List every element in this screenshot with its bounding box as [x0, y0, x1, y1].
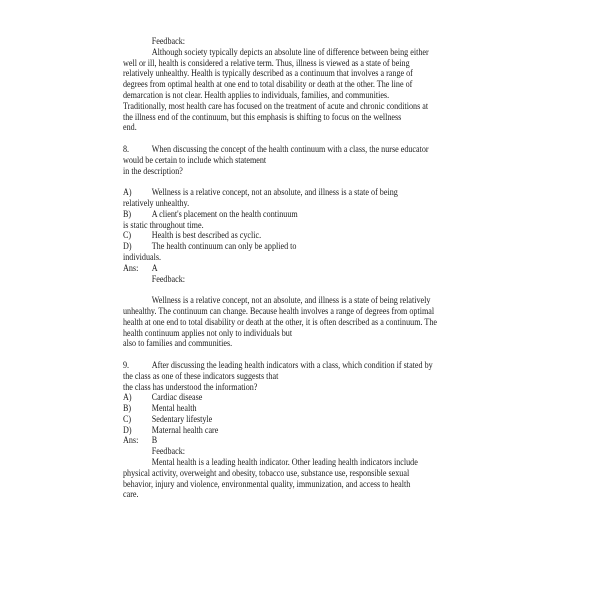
line-indent [123, 48, 152, 59]
document-line [123, 426, 496, 437]
line-text: relatively unhealthy. [123, 197, 190, 209]
document-line [123, 480, 496, 491]
line-text: would be certain to include which statement [123, 154, 267, 166]
document-line [123, 210, 496, 221]
document-line [123, 253, 496, 264]
document-line [123, 102, 496, 113]
line-label: B) [123, 403, 132, 415]
line-label: B) [123, 208, 132, 220]
line-text: Feedback: [151, 36, 186, 47]
document-line [123, 339, 496, 350]
line-label: Ans: [123, 262, 139, 274]
document-line [123, 490, 496, 501]
line-text: is static throughout time. [123, 219, 204, 231]
document-line [123, 242, 496, 253]
line-label: C) [123, 230, 132, 242]
document-line [123, 48, 496, 59]
line-text: care. [123, 489, 139, 501]
line-text: Traditionally, most health care has focused on the treatment of acute and chronic conditions at [123, 100, 429, 112]
line-text: demarcation is not clear. Health applies to individuals, families, and communities. [123, 89, 390, 101]
line-text: Mental health [151, 403, 197, 415]
line-text: The health continuum can only be applied to [151, 241, 297, 253]
line-label: C) [123, 413, 132, 425]
line-text: B [151, 435, 158, 447]
line-text: Wellness is a relative concept, not an absolute, and illness is a state of being [151, 187, 398, 199]
line-text: health at one end to total disability or death at the other, it is often described as a continuum. The [123, 316, 438, 328]
line-indent [123, 37, 152, 48]
line-text: A client's placement on the health continuum [151, 208, 298, 220]
document-line [123, 318, 496, 329]
line-text: Sedentary lifestyle [151, 413, 213, 425]
document-line [123, 167, 496, 178]
line-text: the class has understood the information? [123, 381, 258, 393]
line-label: 8. [123, 143, 130, 155]
line-text: Although society typically depicts an absolute line of difference between being either [151, 46, 429, 58]
document-line [123, 123, 496, 134]
document-line [123, 113, 496, 124]
line-indent [123, 447, 152, 458]
line-text: relatively unhealthy. Health is typically described as a continuum that involves a range of [123, 68, 413, 80]
line-label: 9. [123, 359, 130, 371]
document-line [123, 372, 496, 383]
line-text: Wellness is a relative concept, not an absolute, and illness is a state of being relatively [151, 295, 431, 307]
document-line [123, 264, 496, 275]
line-text: well or ill, health is considered a relative term. Thus, illness is viewed as a state of being [123, 57, 410, 69]
line-text: Mental health is a leading health indicator. Other leading health indicators include [151, 457, 418, 469]
line-text: physical activity, overweight and obesity, tobacco use, substance use, responsible sexual [123, 467, 410, 479]
line-text: degrees from optimal health at one end to total disability or death at the other. The line of [123, 79, 413, 91]
line-label: A) [123, 392, 132, 404]
line-text: Cardiac disease [151, 392, 203, 404]
line-text: Health is best described as cyclic. [151, 230, 262, 242]
line-text: in the description? [123, 165, 183, 177]
line-text: Maternal health care [151, 424, 219, 436]
line-indent [123, 275, 152, 286]
line-label: Ans: [123, 435, 139, 447]
line-text: Feedback: [151, 446, 186, 458]
line-text: the illness end of the continuum, but this emphasis is shifting to focus on the wellness [123, 111, 402, 123]
line-text: end. [123, 122, 137, 134]
line-label: D) [123, 424, 132, 436]
document-line [123, 156, 496, 167]
document-content [123, 37, 496, 501]
line-text: Feedback: [151, 273, 186, 285]
line-text: behavior, injury and violence, environmental quality, immunization, and access to health [123, 478, 411, 490]
line-text: After discussing the leading health indicators with a class, which condition if stated by [151, 359, 433, 371]
line-label: D) [123, 241, 132, 253]
line-text: A [151, 262, 158, 274]
line-label: A) [123, 187, 132, 199]
line-text: individuals. [123, 251, 162, 263]
line-text: When discussing the concept of the health continuum with a class, the nurse educator [151, 143, 429, 155]
line-text: health continuum applies not only to individuals but [123, 327, 293, 339]
document-line [123, 275, 496, 286]
line-text: unhealthy. The continuum can change. Because health involves a range of degrees from optimal [123, 305, 435, 317]
line-text: also to families and communities. [123, 338, 233, 350]
line-text: the class as one of these indicators suggests that [123, 370, 279, 382]
